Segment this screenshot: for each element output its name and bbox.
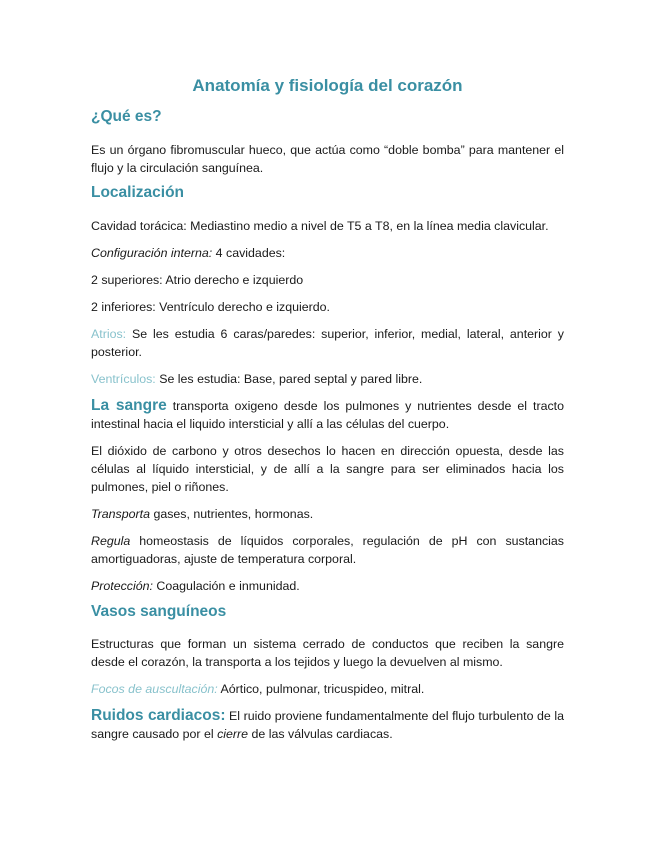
ruidos-cierre: cierre (217, 727, 249, 741)
atrios-paragraph (91, 325, 564, 361)
configuracion-label: Configuración interna: (91, 246, 213, 260)
document-body (91, 108, 564, 743)
proteccion-text: Coagulación e inmunidad. (152, 579, 300, 593)
localizacion-paragraph: Cavidad torácica: Mediastino medio a nivel de T5 a T8, en la línea media clavicular. (91, 219, 549, 233)
ventriculos-text: Se les estudia: Base, pared septal y pared libre. (155, 372, 423, 386)
proteccion-paragraph (91, 577, 564, 595)
transporta-label: Transporta (91, 507, 150, 521)
ruidos-text-a: El ruido proviene fundamentalmente del flujo turbulento de la sangre causado por el (91, 709, 564, 741)
sangre-text: transporta oxigeno desde los pulmones y nutrientes desde el tracto intestinal hacia el liquido intersticial y allí a las células del cuerpo. (91, 399, 564, 431)
focos-paragraph (91, 680, 564, 698)
ruidos-text-b: de las válvulas cardiacas. (248, 727, 393, 741)
focos-label: Focos de auscultación: (91, 682, 218, 696)
ruidos-paragraph (91, 707, 564, 743)
heading-vasos: Vasos sanguíneos (91, 603, 227, 620)
page-title: Anatomía y fisiología del corazón (192, 76, 463, 95)
configuracion-text: 4 cavidades: (212, 246, 286, 260)
atrios-text: Se les estudia 6 caras/paredes: superior, inferior, medial, lateral, anterior y posterior. (91, 327, 564, 359)
vasos-paragraph: Estructuras que forman un sistema cerrado de conductos que reciben la sangre desde el corazón, la transporta a los tejidos y luego la devuelven al mismo. (91, 637, 564, 669)
heading-localizacion: Localización (91, 184, 185, 201)
sangre-lead: La sangre (91, 397, 167, 414)
heading-que-es: ¿Qué es? (91, 108, 162, 125)
configuracion-paragraph (91, 244, 564, 262)
transporta-text: gases, nutrientes, hormonas. (150, 507, 314, 521)
regula-paragraph (91, 532, 564, 568)
regula-label: Regula (91, 534, 131, 548)
transporta-paragraph (91, 505, 564, 523)
inferiores-paragraph: 2 inferiores: Ventrículo derecho e izquierdo. (91, 300, 331, 314)
focos-text: Aórtico, pulmonar, tricuspideo, mitral. (217, 682, 425, 696)
proteccion-label: Protección: (91, 579, 153, 593)
ruidos-lead: Ruidos cardiacos: (91, 707, 226, 724)
ventriculos-label: Ventrículos: (91, 372, 156, 386)
superiores-paragraph: 2 superiores: Atrio derecho e izquierdo (91, 273, 304, 287)
atrios-label: Atrios: (91, 327, 127, 341)
que-es-paragraph: Es un órgano fibromuscular hueco, que actúa como “doble bomba” para mantener el flujo y la circulación sanguínea. (91, 143, 564, 175)
dioxido-paragraph: El dióxido de carbono y otros desechos lo hacen en dirección opuesta, desde las células al líquido intersticial, y de allí a la sangre para ser eliminados hacia los pulmones, piel o riñones. (91, 444, 564, 494)
ventriculos-paragraph (91, 370, 564, 388)
sangre-paragraph (91, 397, 564, 433)
regula-text: homeostasis de líquidos corporales, regulación de pH con sustancias amortiguadoras, ajuste de temperatura corporal. (91, 534, 564, 566)
